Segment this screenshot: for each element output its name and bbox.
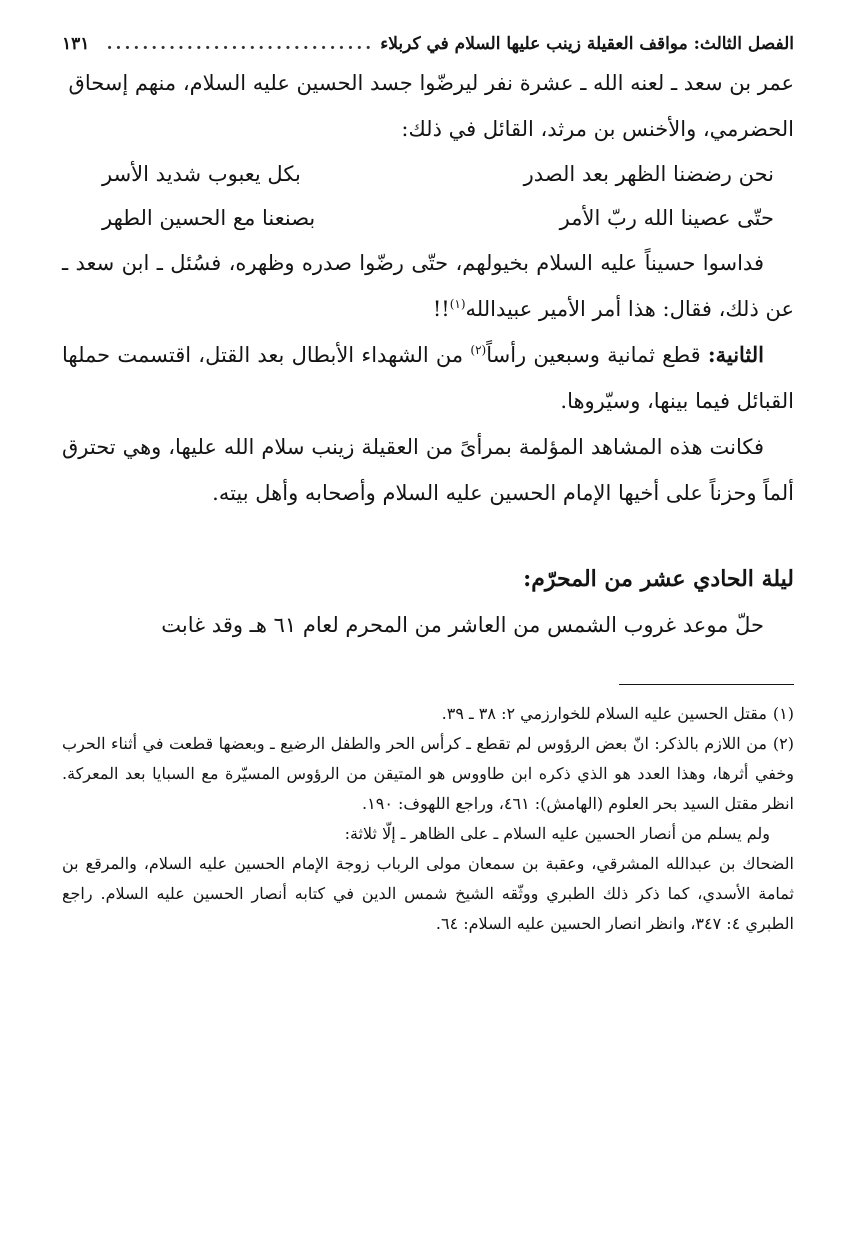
footnote-ref[interactable]: (١) [449, 297, 466, 311]
paragraph-text: فداسوا حسيناً عليه السلام بخيولهم، حتّى رضّوا صدره وظهره، فسُئل ـ ابن سعد ـ عن ذلك، فقال: هذا أمر الأمير عبيدالله [62, 251, 794, 321]
paragraph: فكانت هذه المشاهد المؤلمة بمرأىً من العقيلة زينب سلام الله عليها، وهي تحترق ألماً وحزناً على أخيها الإمام الحسين عليه السلام وأصحابه وأهل بيته. [62, 435, 794, 505]
paragraph [62, 332, 794, 424]
chapter-title: الفصل الثالث: مواقف العقيلة زينب عليها السلام في كربلاء [380, 34, 794, 54]
verse-first-hemistich: نحن رضضنا الظهر بعد الصدر [523, 162, 774, 186]
footnote-continuation: الضحاك بن عبدالله المشرقي، وعقبة بن سمعان مولى الرباب زوجة الإمام الحسين عليه السلام، والمرقع بن ثمامة الأسدي، كما ذكر ذلك الطبري ووثّقه الشيخ شمس الدين في كتابه أنصار الحسين عليه السلام. راجع الطبري ٤: ٣٤٧، وانظر انصار الحسين عليه السلام: ٦٤. [62, 854, 794, 933]
footnote-divider [619, 684, 794, 685]
footnote-text: مقتل الحسين عليه السلام للخوارزمي ٢: ٣٨ ـ ٣٩. [441, 704, 767, 723]
paragraph-end: !! [432, 297, 450, 321]
footnote [62, 699, 794, 729]
footnote-text: من اللازم بالذكر: انّ بعض الرؤوس لم تقطع ـ كرأس الحر والطفل الرضيع ـ وبعضها قطعت في أثناء الحرب وخفي أثرها، وهذا العدد هو الذي ذكره ابن طاووس هو المتيقن من الرؤوس المسيّرة مع السبايا بعد المعركة. انظر مقتل السيد بحر العلوم (الهامش): ٤٦١، وراجع اللهوف: ١٩٠. [62, 734, 794, 813]
running-header [62, 30, 794, 60]
header-dot-leader: .............................. [106, 34, 375, 54]
paragraph-text: من الشهداء الأبطال بعد القتل، اقتسمت حملها القبائل فيما بينها، وسيّروها. [62, 343, 794, 413]
footnote-number: (١) [772, 704, 794, 723]
poem-verse [62, 196, 794, 240]
section-heading: ليلة الحادي عشر من المحرّم: [523, 566, 794, 592]
verse-second-hemistich: بكل يعبوب شديد الأسر [102, 162, 301, 186]
paragraph-line: الحضرمي، والأخنس بن مرثد، القائل في ذلك: [401, 117, 794, 141]
footnote-continuation: ولم يسلم من أنصار الحسين عليه السلام ـ على الظاهر ـ إلّا ثلاثة: [344, 824, 770, 843]
paragraph [62, 240, 794, 332]
main-text [62, 60, 794, 648]
book-page [62, 30, 794, 1220]
paragraph-line: عمر بن سعد ـ لعنه الله ـ عشرة نفر ليرضّوا جسد الحسين عليه السلام، منهم إسحاق [68, 71, 794, 95]
footnote-ref[interactable]: (٢) [470, 343, 487, 357]
paragraph-text: قطع ثمانية وسبعين رأساً [486, 343, 708, 367]
footnote-number: (٢) [772, 734, 795, 753]
verse-second-hemistich: بصنعنا مع الحسين الطهر [102, 206, 316, 230]
footnote [62, 729, 794, 819]
poem-verse [62, 152, 794, 196]
paragraph-label: الثانية: [707, 342, 765, 367]
paragraph: حلّ موعد غروب الشمس من العاشر من المحرم لعام ٦١ هـ وقد غابت [161, 613, 764, 637]
page-number: ١٣١ [62, 34, 90, 54]
footnotes [62, 699, 794, 939]
verse-first-hemistich: حتّى عصينا الله ربّ الأمر [559, 206, 774, 230]
